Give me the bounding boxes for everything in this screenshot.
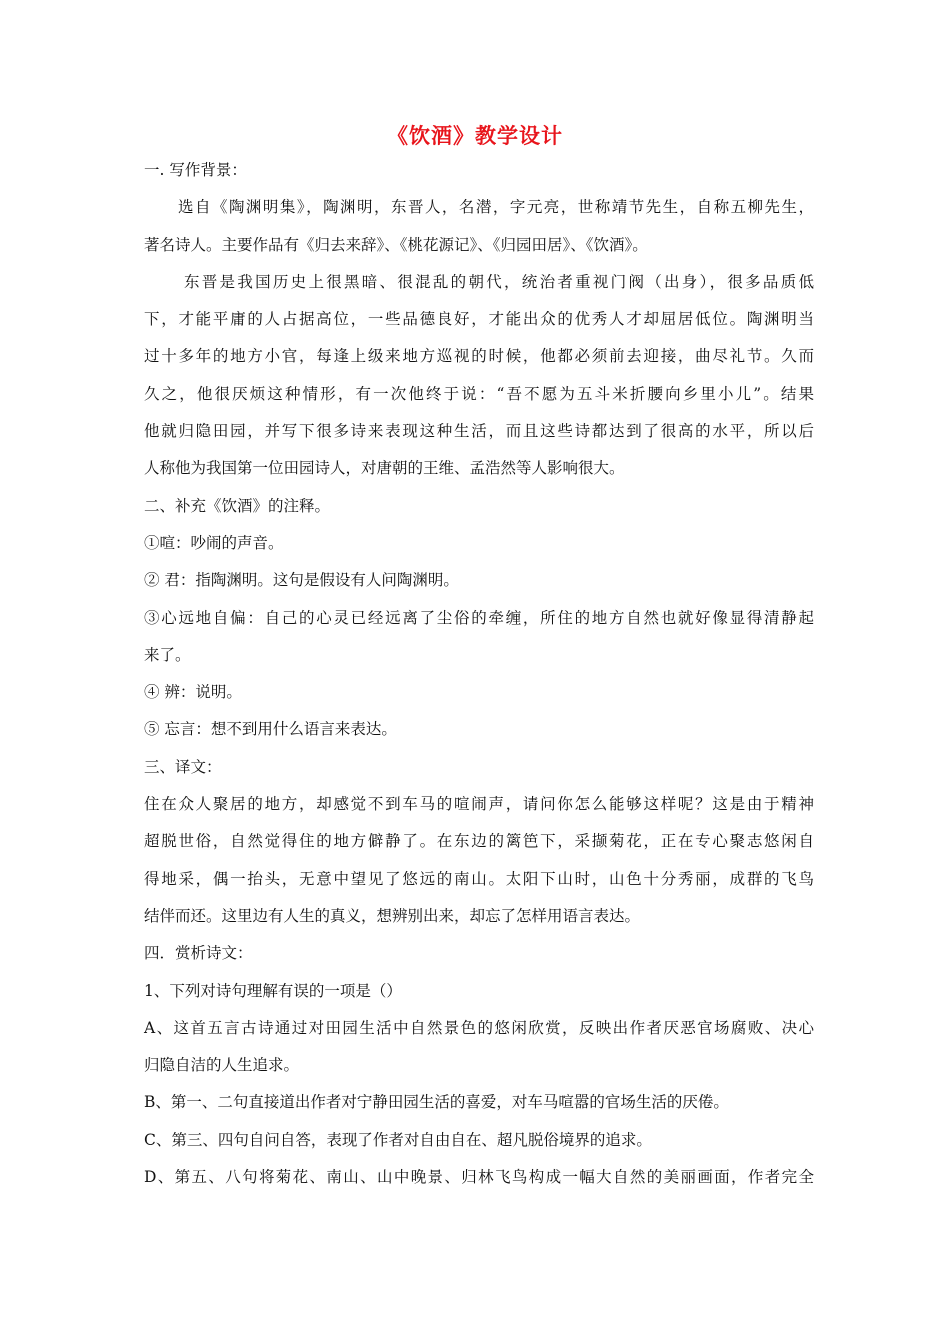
paragraph-line: 下，才能平庸的人占据高位，一些品德良好，才能出众的优秀人才却屈居低位。陶渊明当: [144, 310, 814, 329]
document-body: [144, 152, 814, 1196]
section-heading-notes: 二、补充《饮酒》的注释。: [144, 496, 331, 515]
section-heading-translation: 三、译文：: [144, 757, 222, 776]
paragraph-line: 过十多年的地方小官，每逢上级来地方巡视的时候，他都必须前去迎接，曲尽礼节。久而: [144, 347, 814, 366]
section-heading-appreciation: 四．赏析诗文：: [144, 944, 253, 963]
paragraph-line: 超脱世俗，自然觉得住的地方僻静了。在东边的篱笆下，采撷菊花，正在专心聚志悠闲自: [144, 832, 814, 851]
paragraph-line: 著名诗人。主要作品有《归去来辞》、《桃花源记》、《归园田居》、《饮酒》。: [144, 235, 648, 254]
paragraph-line: 东晋是我国历史上很黑暗、很混乱的朝代，统治者重视门阀（出身），很多品质低: [184, 272, 814, 291]
paragraph-line: 久之，他很厌烦这种情形，有一次他终于说：“吾不愿为五斗米折腰向乡里小儿”。结果: [144, 384, 814, 403]
option-a: A、这首五言古诗通过对田园生活中自然景色的悠闲欣赏，反映出作者厌恶官场腐败、决心: [144, 1018, 814, 1037]
note-item: ①喧：吵闹的声音。: [144, 533, 284, 552]
paragraph-line: 得地采，偶一抬头，无意中望见了悠远的南山。太阳下山时，山色十分秀丽，成群的飞鸟: [144, 869, 814, 888]
note-item: ② 君：指陶渊明。这句是假设有人问陶渊明。: [144, 571, 459, 590]
option-b: B、第一、二句直接道出作者对宁静田园生活的喜爱，对车马喧嚣的官场生活的厌倦。: [144, 1093, 729, 1112]
question: 1、下列对诗句理解有误的一项是（）: [144, 981, 402, 1000]
paragraph-line: 选自《陶渊明集》，陶渊明，东晋人，名潜，字元亮，世称靖节先生，自称五柳先生，: [178, 198, 814, 217]
section-heading-background: 一. 写作背景：: [144, 161, 247, 179]
note-item: ④ 辨：说明。: [144, 683, 242, 702]
paragraph-line: 住在众人聚居的地方，却感觉不到车马的喧闹声，请问你怎么能够这样呢？这是由于精神: [144, 795, 814, 814]
paragraph-line: 人称他为我国第一位田园诗人，对唐朝的王维、孟浩然等人影响很大。: [144, 459, 625, 478]
option-c: C、第三、四句自问自答，表现了作者对自由自在、超凡脱俗境界的追求。: [144, 1130, 652, 1149]
document-title: 《饮酒》教学设计: [387, 123, 563, 148]
option-a-continued: 归隐自洁的人生追求。: [144, 1056, 300, 1075]
note-item: ⑤ 忘言：想不到用什么语言来表达。: [144, 720, 397, 739]
option-d: D、第五、八句将菊花、南山、山中晚景、归林飞鸟构成一幅大自然的美丽画面，作者完全: [144, 1168, 814, 1187]
note-item: ③心远地自偏：自己的心灵已经远离了尘俗的牵缠，所住的地方自然也就好像显得清静起: [144, 608, 814, 627]
paragraph-line: 他就归隐田园，并写下很多诗来表现这种生活，而且这些诗都达到了很高的水平，所以后: [144, 422, 814, 441]
note-item: 来了。: [144, 645, 191, 664]
paragraph-line: 结伴而还。这里边有人生的真义，想辨别出来，却忘了怎样用语言表达。: [144, 906, 641, 925]
